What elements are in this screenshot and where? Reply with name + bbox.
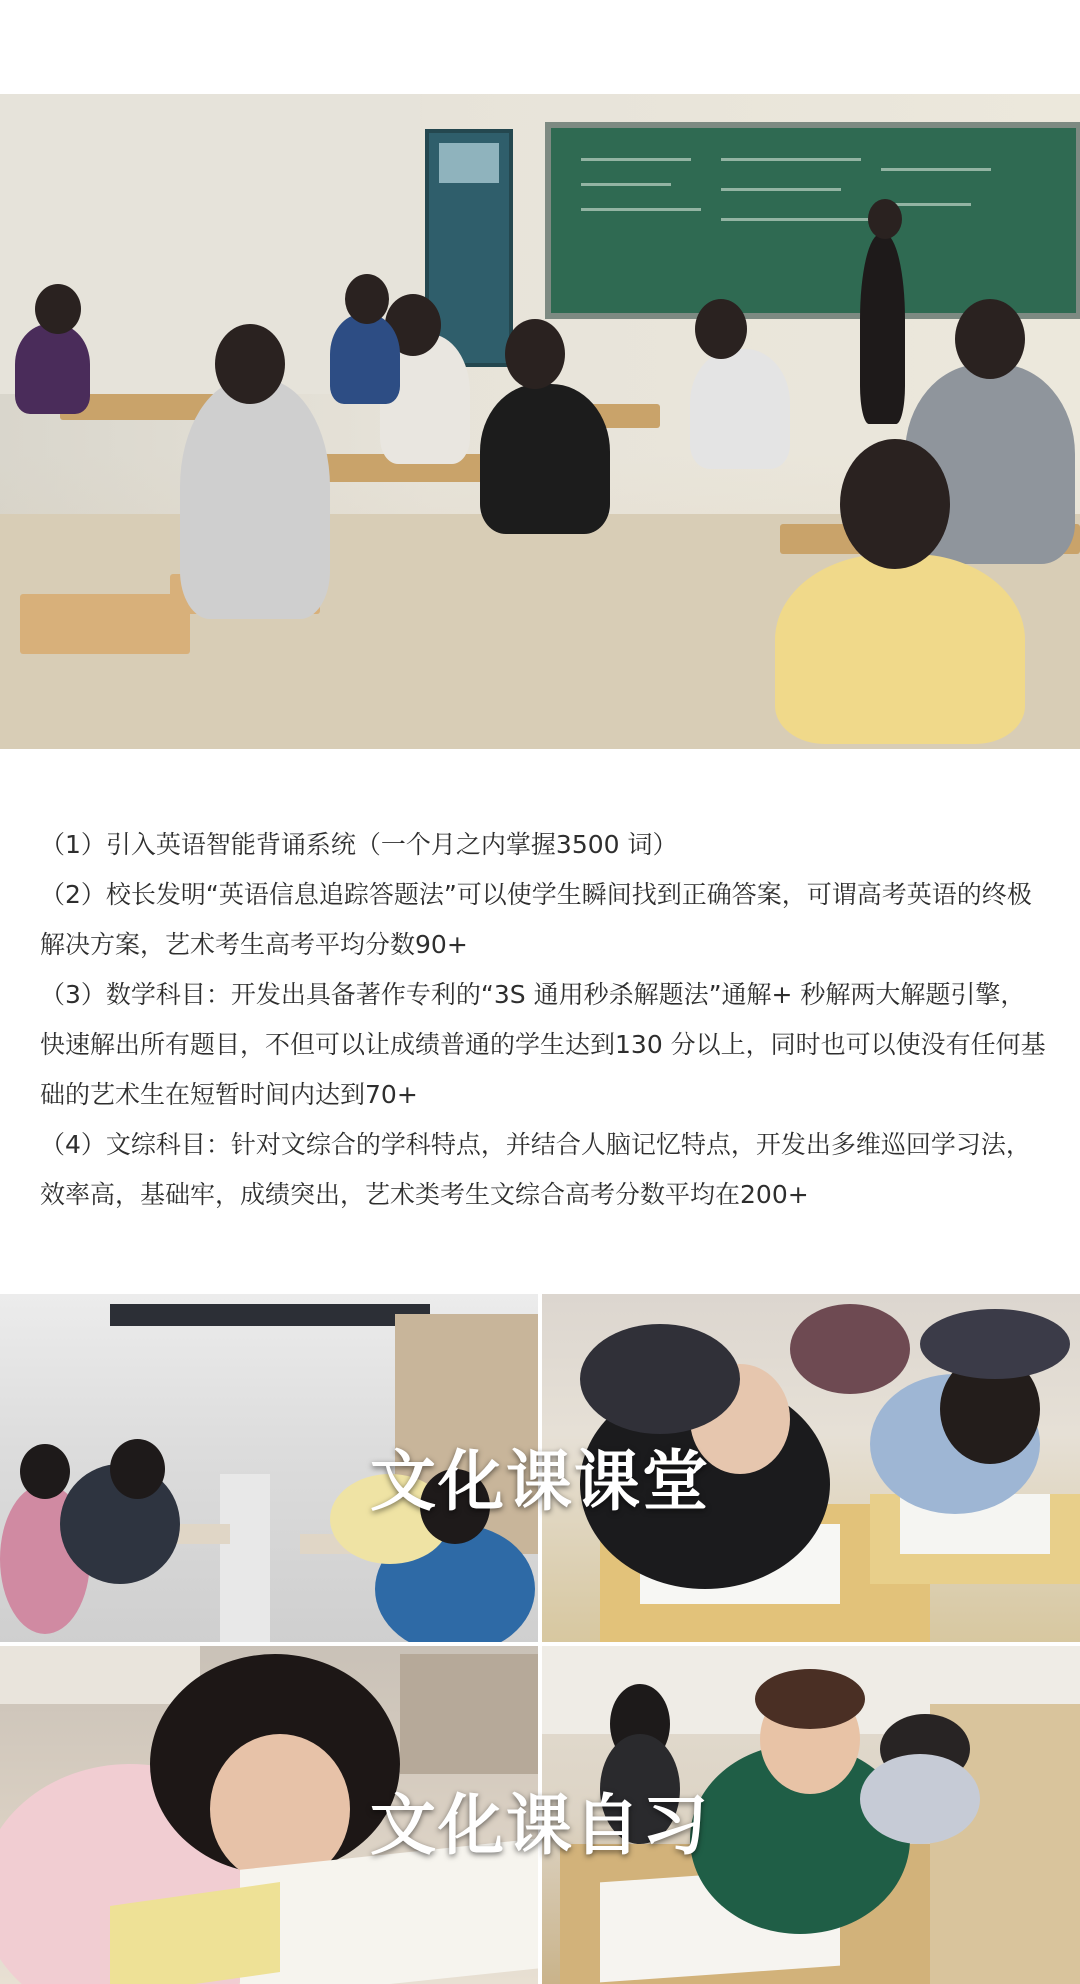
features-list [40,820,1050,1220]
feature-item-3: （3）数学科目：开发出具备著作专利的“3S 通用秒杀解题法”通解+ 秒解两大解题引擎，快速解出所有题目，不但可以让成绩普通的学生达到130 分以上，同时也可以使没有任何基础的艺术生在短暂时间内达到70+ [40,980,1046,1109]
feature-item-4: （4）文综科目：针对文综合的学科特点，并结合人脑记忆特点，开发出多维巡回学习法，效率高，基础牢，成绩突出，艺术类考生文综合高考分数平均在200+ [40,1130,1031,1209]
teacher [860,234,905,424]
self-study-title: 文化课自习 [370,1787,710,1864]
feature-item-2: （2）校长发明“英语信息追踪答题法”可以使学生瞬间找到正确答案，可谓高考英语的终极解决方案，艺术考生高考平均分数90+ [40,880,1032,959]
collage-divider-horizontal [0,1642,1080,1646]
feature-item-1: （1）引入英语智能背诵系统（一个月之内掌握3500 词） [40,830,678,859]
chalkboard [545,122,1080,319]
class-session-title: 文化课课堂 [370,1443,710,1520]
collage-divider-vertical [538,1294,542,1984]
classroom-photo [0,94,1080,749]
